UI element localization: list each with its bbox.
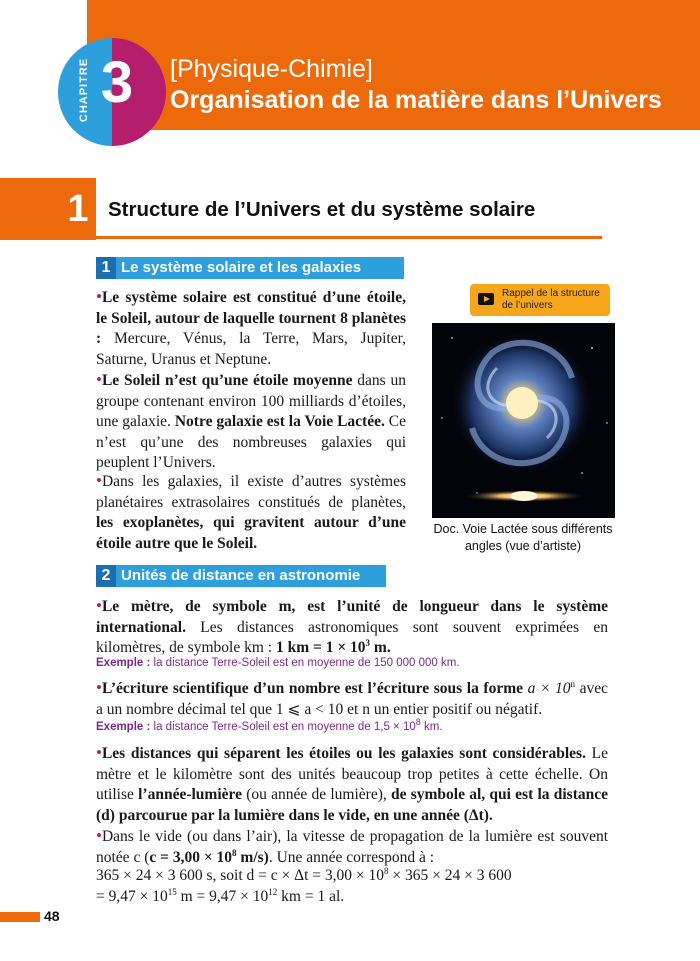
paragraph-solar-system: •Le système solaire est constitué d’une étoile, le Soleil, autour de laquelle tournent 8 planètes : Mercure, Vénus, la Terre, Mars, Jupiter, Saturne, Uranus et Neptune. <box>96 287 406 368</box>
section-underline <box>96 236 602 239</box>
paragraph-sun: •Le Soleil n’est qu’une étoile moyenne dans un groupe contenant environ 100 milliards d’étoiles, une galaxie. Notre galaxie est la Voie Lactée. Ce n’est qu’une des nombreuses galaxies qui peuplent l’Univers. <box>96 370 406 471</box>
paragraph-meter: •Le mètre, de symbole m, est l’unité de longueur dans le système international. Les distances astronomiques sont souvent exprimées en kilomètres, de symbole km : 1 km = $1 \times 10^3$ m. <box>96 596 608 656</box>
page-number: 48 <box>44 908 60 924</box>
chapter-subject: [Physique-Chimie] <box>170 55 373 83</box>
chapter-number: 3 <box>100 50 134 115</box>
subsection-title: Unités de distance en astronomie <box>121 567 361 584</box>
paragraph-light-speed: •Dans le vide (ou dans l’air), la vitesse de propagation de la lumière est souvent notée c ($c = 3,00 \times 10^8$ m/s). Une année correspond à : <box>96 826 608 866</box>
bullet-icon: • <box>96 471 102 490</box>
page-number-bar <box>0 912 40 922</box>
paragraph-light-year: •Les distances qui séparent les étoiles ou les galaxies sont considérables. Le mètre et le kilomètre sont des unités beaucoup trop petites à cette échelle. On utilise l’année-lumière (ou année de lumière), de symbole al, qui est la distance (d) parcourue par la lumière dans le vide, en une année (Δt). <box>96 743 609 824</box>
chapter-title: Organisation de la matière dans l’Univers <box>170 86 662 114</box>
bullet-icon: • <box>96 287 102 306</box>
paragraph-scientific-notation: •L’écriture scientifique d’un nombre est l’écriture sous la forme $a \times 10^n$ avec a un nombre décimal tel que 1 ⩽ a < 10 et n un entier positif ou négatif. <box>96 678 608 718</box>
bullet-icon: • <box>96 826 102 845</box>
formula-line-1: 365 × 24 × 3 600 s, soit $d = c \times \Delta t = 3,00 \times 10^8 \times 365 \times 24 \times 3$ 600 <box>96 865 512 884</box>
video-reminder-tag[interactable]: Rappel de la structure de l’univers <box>470 284 610 316</box>
example-2: Exemple : la distance Terre-Soleil est en moyenne de $1,5 \times 10^8$ km. <box>96 717 443 733</box>
document-caption: Doc. Voie Lactée sous différents angles (vue d’artiste) <box>433 522 613 553</box>
bullet-icon: • <box>96 743 102 762</box>
subsection-title: Le système solaire et les galaxies <box>121 259 362 276</box>
bullet-icon: • <box>96 678 102 697</box>
bullet-icon: • <box>96 596 102 615</box>
chapter-label: CHAPITRE <box>78 57 90 123</box>
subsection-heading-1 <box>96 257 404 279</box>
bullet-icon: • <box>96 370 102 389</box>
formula-line-2: = $9,47 \times 10^{15}$ $m = 9,47 \times 10^{12}$ km = 1 al. <box>96 886 345 905</box>
section-number: 1 <box>67 188 89 230</box>
section-title: Structure de l’Univers et du système solaire <box>108 198 536 221</box>
milky-way-illustration <box>432 323 615 518</box>
subsection-number: 1 <box>96 257 116 279</box>
subsection-heading-2 <box>96 565 386 587</box>
subsection-number: 2 <box>96 565 116 587</box>
video-play-icon <box>478 293 494 305</box>
example-1: Exemple : la distance Terre-Soleil est en moyenne de 150 000 000 km. <box>96 657 460 669</box>
paragraph-exoplanets: •Dans les galaxies, il existe d’autres systèmes planétaires extrasolaires constitués de planètes, les exoplanètes, qui gravitent autour d’une étoile autre que le Soleil. <box>96 471 406 552</box>
